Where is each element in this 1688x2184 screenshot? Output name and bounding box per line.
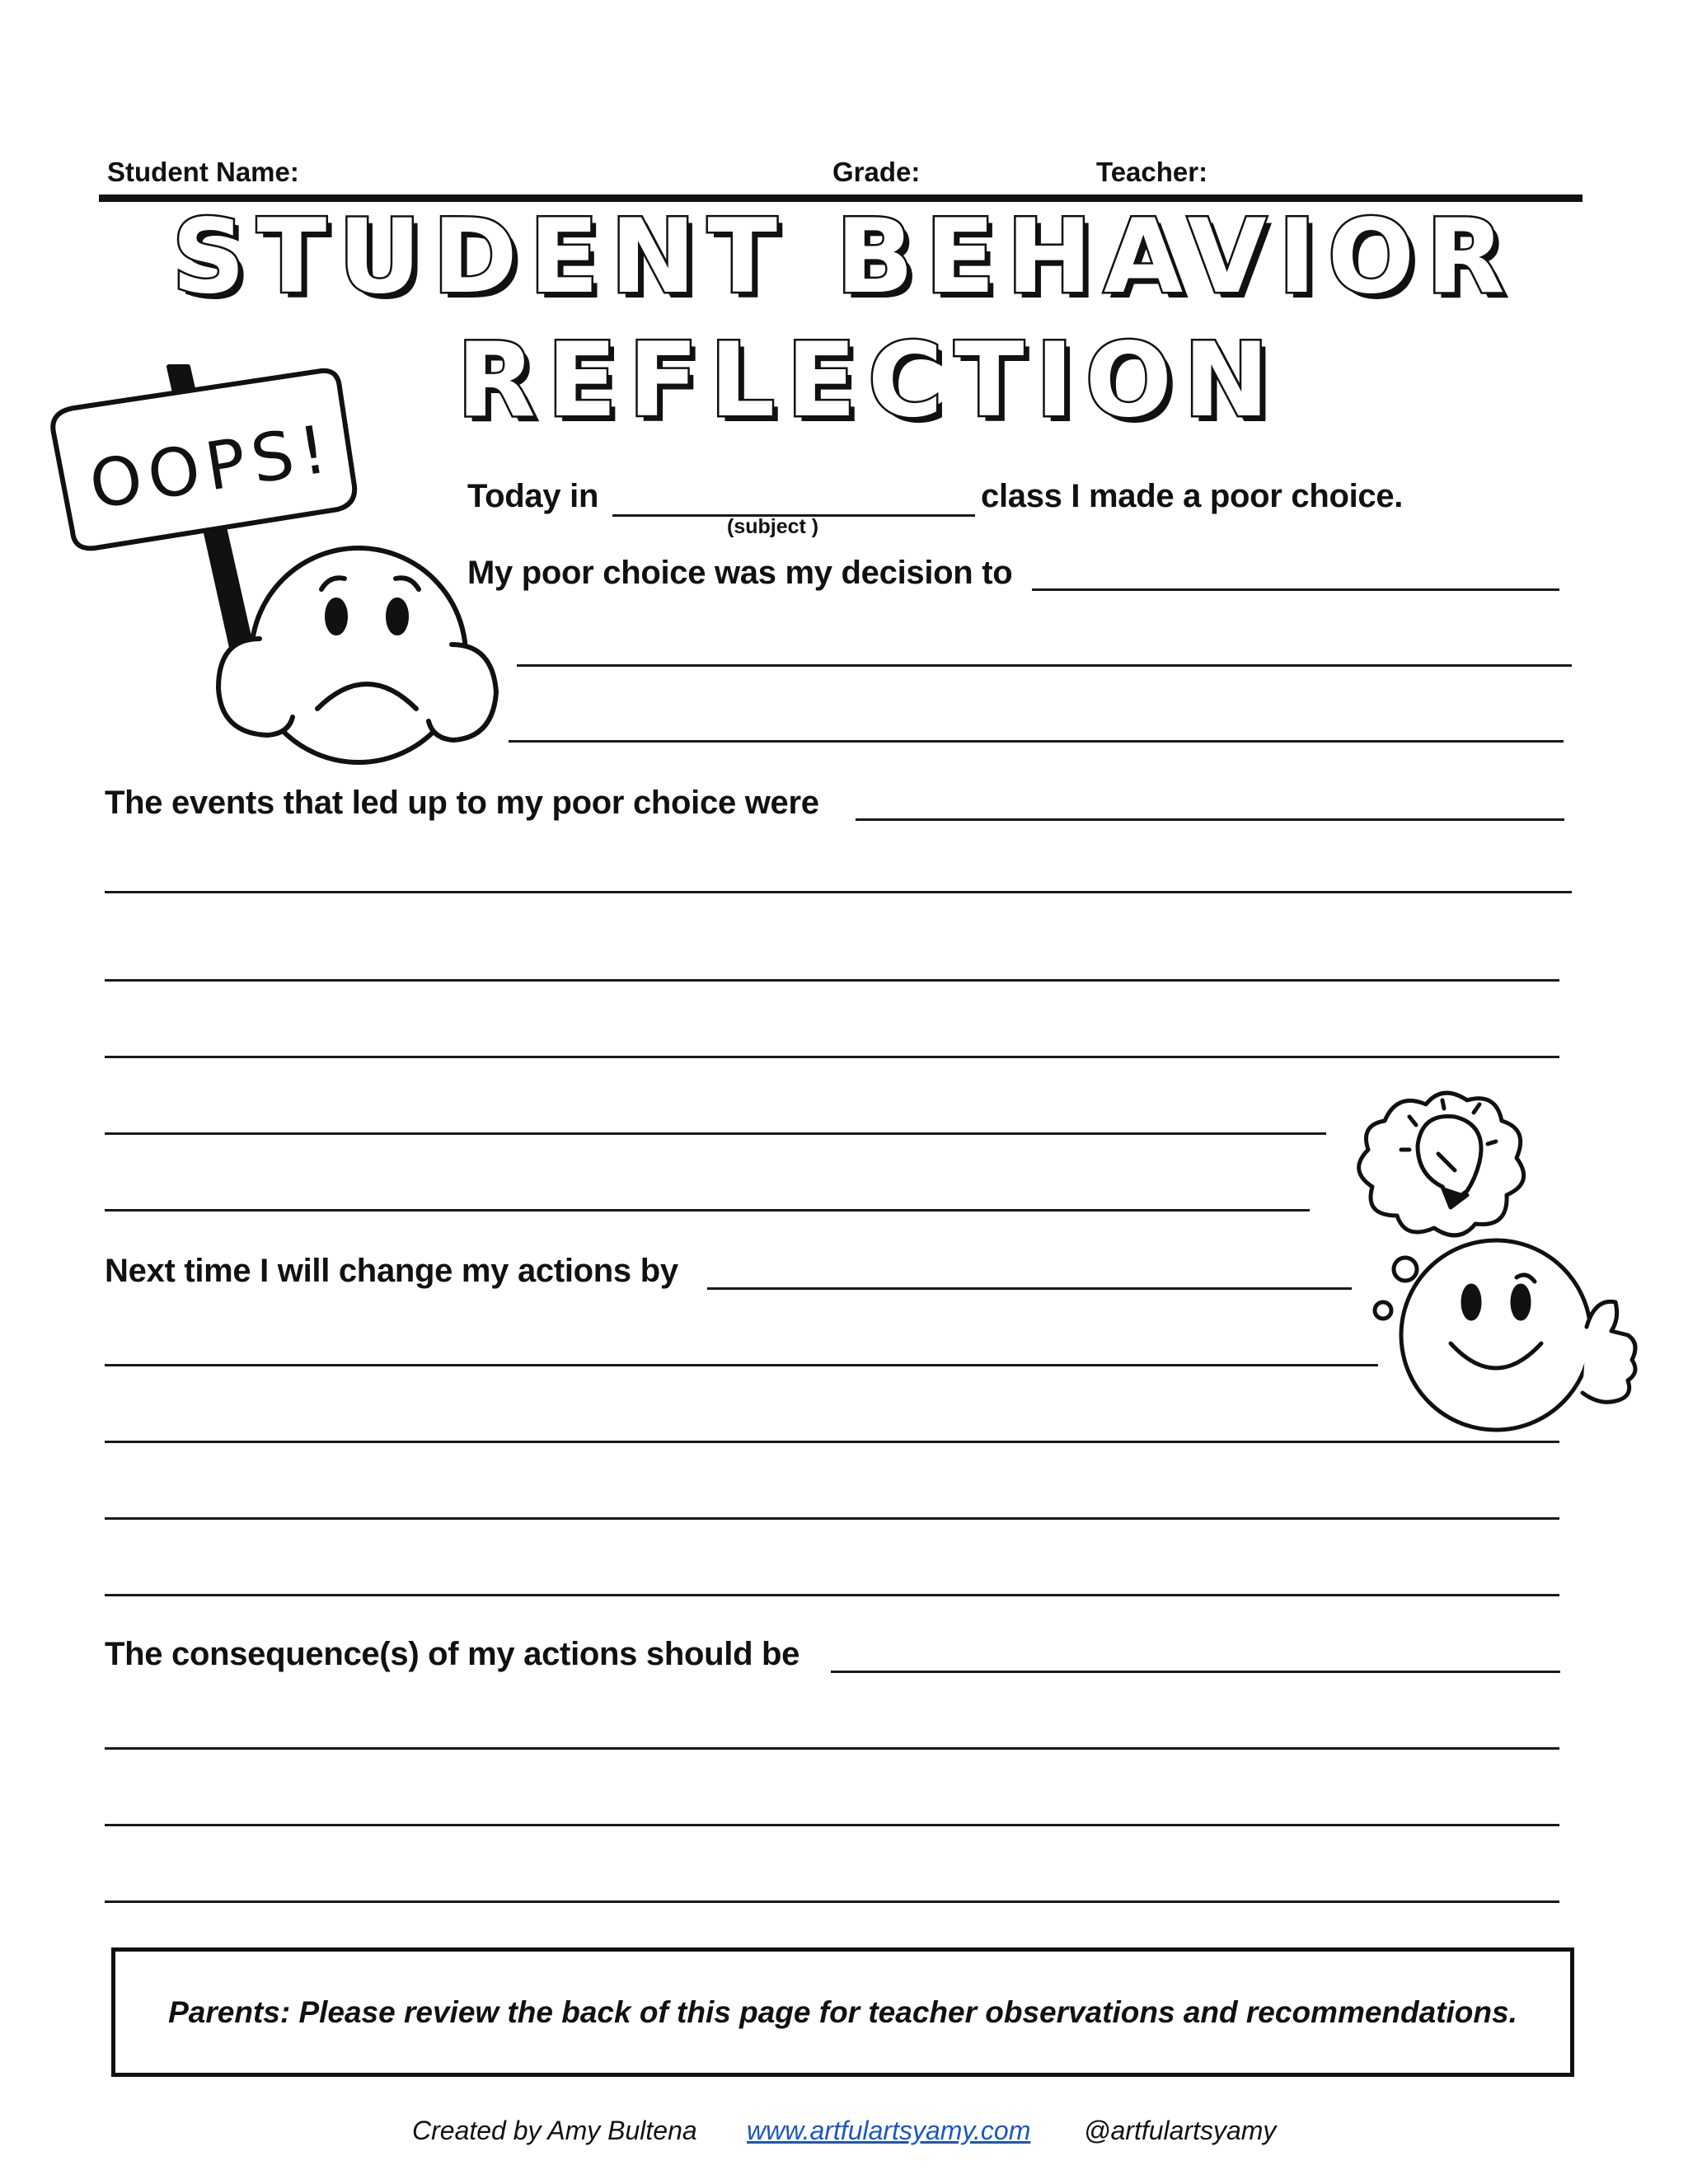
consequence-blank-2[interactable] xyxy=(105,1747,1559,1750)
oops-sign-sad-face-illustration xyxy=(41,354,503,775)
oops-sign-text: OOPS! xyxy=(84,410,339,524)
decision-blank-2[interactable] xyxy=(517,664,1572,667)
next-time-label: Next time I will change my actions by xyxy=(105,1253,678,1289)
footer-author: Created by Amy Bultena xyxy=(412,2116,697,2145)
events-blank-2[interactable] xyxy=(105,891,1572,893)
decision-label: My poor choice was my decision to xyxy=(467,555,1013,591)
next-time-blank-3[interactable] xyxy=(105,1441,1559,1443)
grade-label: Grade: xyxy=(832,157,921,187)
worksheet-title-line2: REFLECTION xyxy=(457,321,1281,440)
worksheet-title-line1: STUDENT BEHAVIOR xyxy=(171,198,1517,316)
next-time-blank-1[interactable] xyxy=(707,1287,1352,1290)
today-in-label: Today in xyxy=(467,478,599,514)
next-time-blank-4[interactable] xyxy=(105,1517,1559,1520)
events-label: The events that led up to my poor choice were xyxy=(105,785,819,821)
happy-face-lightbulb-illustration xyxy=(1319,1080,1640,1434)
student-name-label: Student Name: xyxy=(107,157,299,187)
footer-website-link[interactable]: www.artfulartsyamy.com xyxy=(747,2116,1031,2145)
events-blank-3[interactable] xyxy=(105,979,1559,982)
next-time-blank-5[interactable] xyxy=(105,1594,1559,1596)
events-blank-4[interactable] xyxy=(105,1056,1559,1058)
happy-face-icon xyxy=(1401,1240,1591,1430)
footer-handle: @artfulartsyamy xyxy=(1084,2116,1277,2145)
parent-notice-text: Parents: Please review the back of this page for teacher observations and recommendations. xyxy=(168,1994,1517,2029)
subject-hint: (subject ) xyxy=(727,515,819,538)
events-blank-6[interactable] xyxy=(105,1209,1310,1212)
next-time-blank-2[interactable] xyxy=(105,1364,1378,1366)
consequence-blank-1[interactable] xyxy=(831,1671,1560,1673)
parent-notice-box xyxy=(111,1947,1574,2077)
events-blank-1[interactable] xyxy=(856,818,1564,821)
decision-blank-1[interactable] xyxy=(1032,588,1559,591)
consequence-blank-4[interactable] xyxy=(105,1900,1559,1903)
teacher-label: Teacher: xyxy=(1096,157,1208,187)
class-poor-choice-label: class I made a poor choice. xyxy=(981,478,1404,514)
consequence-label: The consequence(s) of my actions should be xyxy=(105,1636,800,1672)
decision-blank-3[interactable] xyxy=(509,740,1564,743)
thumbs-up-icon xyxy=(1582,1301,1635,1402)
consequence-blank-3[interactable] xyxy=(105,1824,1559,1826)
events-blank-5[interactable] xyxy=(105,1132,1326,1135)
